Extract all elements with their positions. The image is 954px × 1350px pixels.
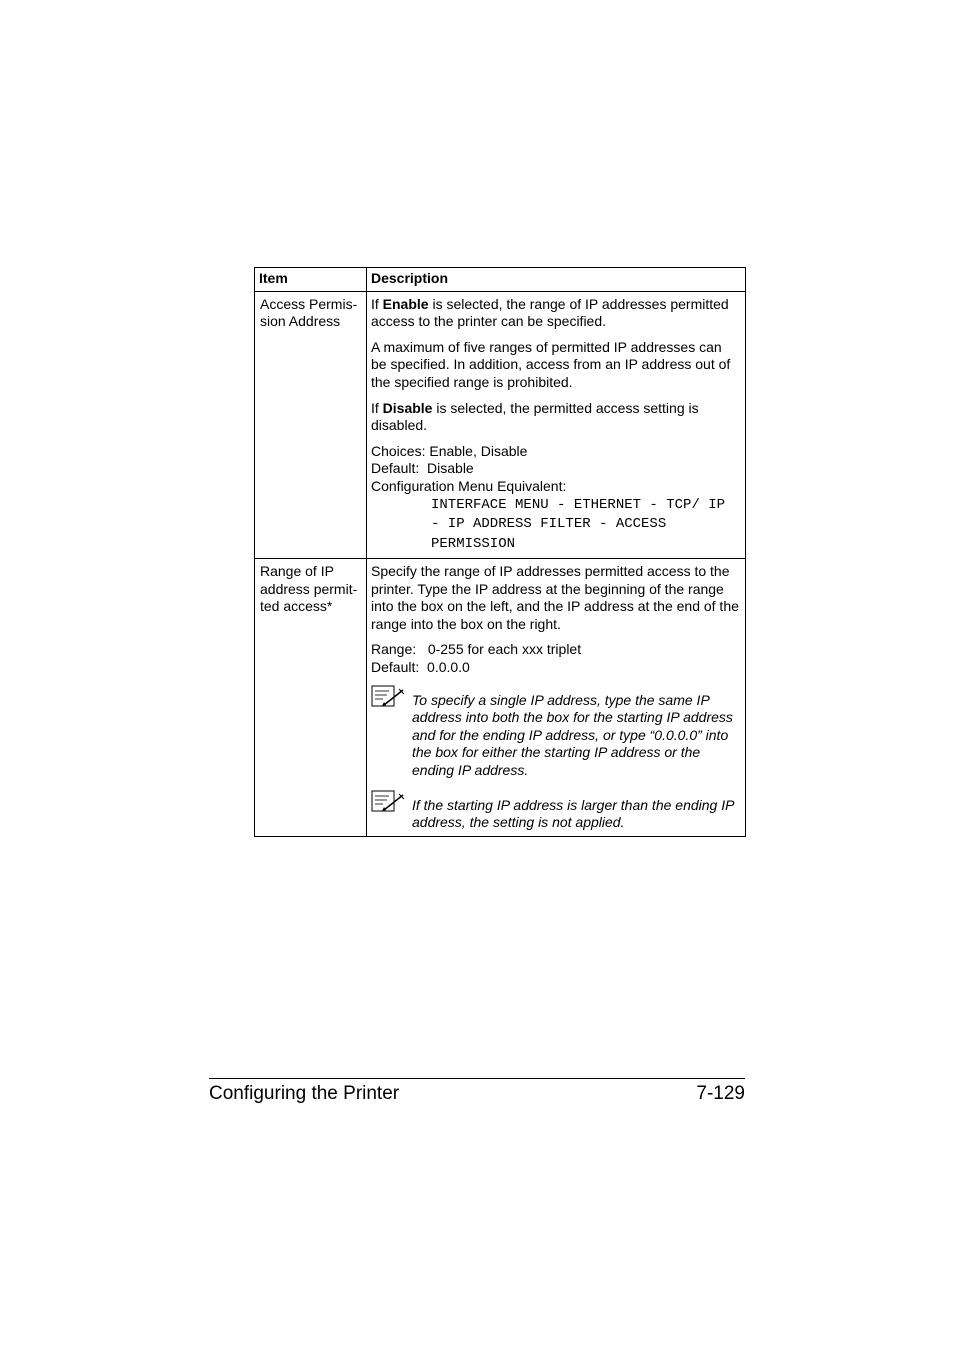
max-ranges-paragraph: A maximum of five ranges of permitted IP addresses can be specified. In addition, access from an IP address out of the specified range is prohibited. — [371, 338, 731, 390]
column-header-item: Item — [255, 268, 367, 292]
text-fragment: is selected, the range of IP addresses permitted access to the printer can be specified. — [371, 295, 729, 330]
column-header-description: Description — [367, 268, 746, 292]
table-header-row — [255, 268, 746, 292]
description-cell — [367, 559, 746, 837]
item-label: Access Permis- sion Address — [260, 295, 358, 330]
note-ip-order — [371, 790, 741, 832]
config-menu-label: Configuration Menu Equivalent: — [371, 477, 567, 494]
note-text: To specify a single IP address, type the same IP address into both the box for the starting IP address and for the ending IP address, or type “0.0.0.0” into the box for either the starting IP address or the ending IP address. — [412, 691, 733, 778]
enable-keyword: Enable — [382, 295, 429, 312]
text-fragment: If — [371, 399, 383, 416]
disable-keyword: Disable — [382, 399, 433, 416]
footer-page-number: 7-129 — [696, 1083, 745, 1104]
footer-divider — [209, 1078, 745, 1079]
note-single-ip — [371, 685, 741, 780]
text-fragment: If — [371, 295, 383, 312]
choices-block — [371, 443, 741, 554]
range-description-paragraph: Specify the range of IP addresses permitted access to the printer. Type the IP address at the beginning of the range into the box on the left, and the IP address at the end of the range into the box on the right. — [371, 563, 739, 632]
table-row — [255, 559, 746, 837]
default-line: Default: Disable — [371, 460, 474, 477]
item-cell — [255, 559, 367, 837]
note-icon — [371, 685, 412, 780]
item-cell — [255, 291, 367, 558]
description-cell — [367, 291, 746, 558]
range-line: Range: 0-255 for each xxx triplet — [371, 641, 582, 658]
table-row — [255, 291, 746, 558]
item-label: Range of IP address permit-ted access* — [260, 563, 358, 615]
note-icon — [371, 790, 412, 832]
range-default-block — [371, 641, 741, 676]
note-text: If the starting IP address is larger than the ending IP address, the setting is not applied. — [412, 796, 734, 831]
enable-paragraph — [371, 296, 741, 331]
footer-chapter-title: Configuring the Printer — [209, 1083, 400, 1104]
choices-line: Choices: Enable, Disable — [371, 442, 528, 459]
settings-table — [254, 267, 746, 837]
menu-path: INTERFACE MENU - ETHERNET - TCP/ IP - IP ADDRESS FILTER - ACCESS PERMISSION — [431, 496, 726, 552]
default-line: Default: 0.0.0.0 — [371, 659, 470, 675]
disable-paragraph — [371, 400, 741, 435]
text-fragment: is selected, the permitted access setting is disabled. — [371, 399, 699, 434]
